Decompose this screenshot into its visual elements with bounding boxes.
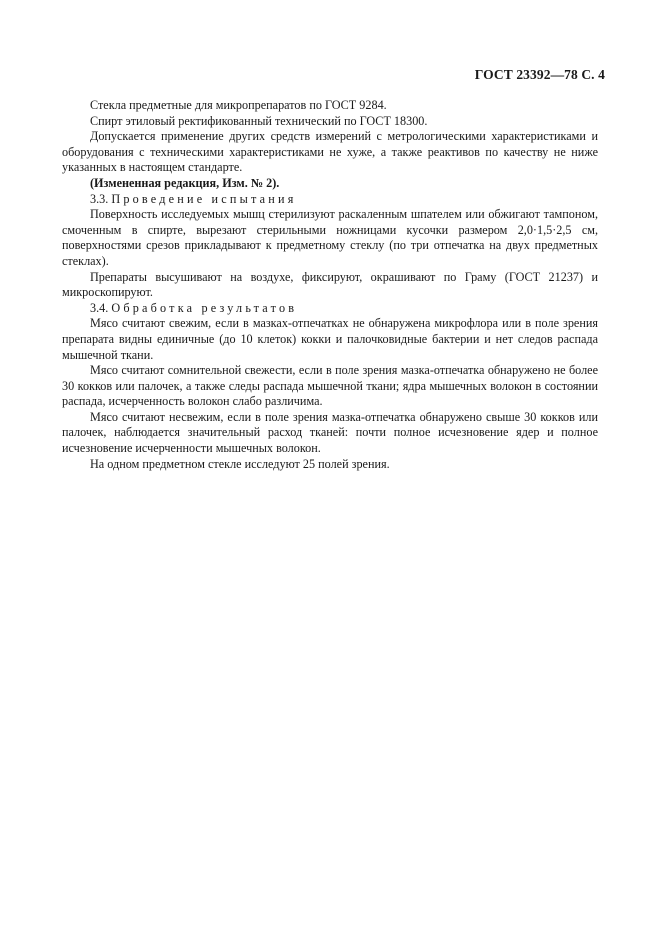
paragraph-amendment-note: (Измененная редакция, Изм. № 2). [90, 175, 280, 190]
section-heading-3-3 [62, 192, 598, 208]
paragraph-allowed-instruments: Допускается применение других средств измерений с метрологическими характеристиками и оборудования с техническими характеристиками не хуже, а также реактивов по качеству не ниже указанных в настоящем стандарте. [62, 129, 598, 175]
paragraph-fresh-meat: Мясо считают свежим, если в мазках-отпечатках не обнаружена микрофлора или в поле зрения препарата видны единичные (до 10 клеток) кокки и палочковидные бактерии и нет следов распада мышечной ткани. [62, 316, 598, 362]
section-heading-3-4 [62, 301, 598, 317]
document-body [62, 98, 598, 472]
section-number: 3.4. [90, 300, 109, 315]
section-title: Обработка результатов [111, 300, 298, 315]
page-header: ГОСТ 23392—78 С. 4 [474, 67, 605, 82]
paragraph-surface-sterilization: Поверхность исследуемых мышц стерилизуют раскаленным шпателем или обжигают тампоном, смоченным в спирте, вырезают стерильными ножницами кусочки размером 2,0·1,5·2,5 см, поверхностями срезов прикладывают к предметному стеклу (по три отпечатка на двух предметных стеклах). [62, 207, 598, 268]
paragraph-doubtful-freshness: Мясо считают сомнительной свежести, если в поле зрения мазка-отпечатка обнаружено не более 30 кокков или палочек, а также следы распада мышечной ткани; ядра мышечных волокон в состоянии распада, исчерченность волокон слабо различима. [62, 363, 598, 409]
paragraph-stale-meat: Мясо считают несвежим, если в поле зрения мазка-отпечатка обнаружено свыше 30 кокков или палочек, наблюдается значительный расход тканей: почти полное исчезновение ядер и полное исчезновение исчерченности мышечных волокон. [62, 409, 598, 456]
paragraph-ethyl-alcohol: Спирт этиловый ректификованный технический по ГОСТ 18300. [90, 113, 428, 128]
section-title: Проведение испытания [111, 191, 297, 206]
section-number: 3.3. [90, 191, 109, 206]
paragraph-glass-slides: Стекла предметные для микропрепаратов по ГОСТ 9284. [90, 98, 387, 112]
paragraph-drying-staining: Препараты высушивают на воздухе, фиксируют, окрашивают по Граму (ГОСТ 21237) и микроскопируют. [62, 269, 598, 300]
paragraph-fields-count: На одном предметном стекле исследуют 25 полей зрения. [90, 456, 390, 471]
